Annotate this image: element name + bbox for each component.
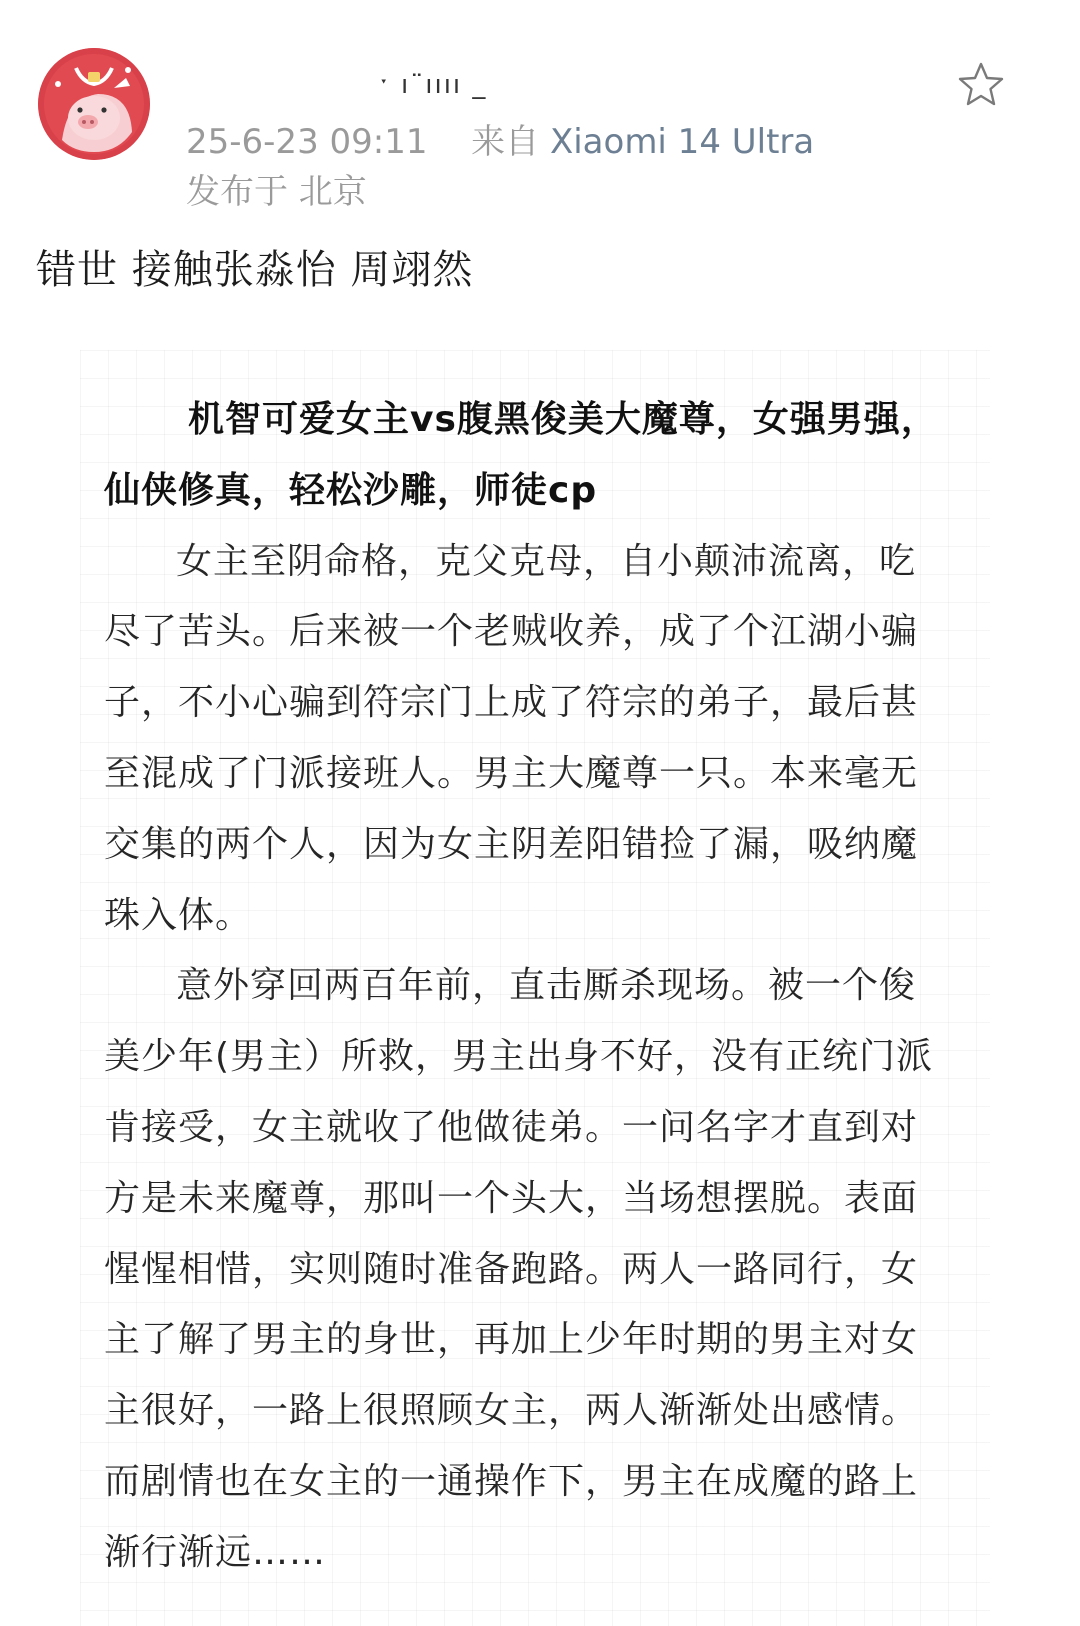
username[interactable]: ˑ ı¨ıııı _ [380,70,488,100]
star-outline-icon [956,60,1006,110]
post-timestamp: 25-6-23 09:11 [186,122,428,162]
favorite-button[interactable] [956,60,1006,110]
pink-pig-avatar-icon [38,48,150,160]
post-meta [186,114,814,163]
post-location: 发布于 北京 [186,172,367,212]
synopsis-paragraph-2: 意外穿回两百年前，直击厮杀现场。被一个俊美少年(男主）所救，男主出身不好，没有正统门派肯接受，女主就收了他做徒弟。一问名字才直到对方是未来魔尊，那叫一个头大，当场想摆脱。表面惺惺相惜，实则随时准备跑路。两人一路同行，女主了解了男主的身世，再加上少年时期的男主对女主很好，一路上很照顾女主，两人渐渐处出感情。而剧情也在女主的一通操作下，男主在成魔的路上渐行渐远…… [104,965,934,1573]
post-headline: 错世 接触张淼怡 周翊然 [36,247,474,293]
synopsis-paragraph-1: 女主至阴命格，克父克母，自小颠沛流离，吃尽了苦头。后来被一个老贼收养，成了个江湖小骗子，不小心骗到符宗门上成了符宗的弟子，最后甚至混成了门派接班人。男主大魔尊一只。本来毫无交集的两个人，因为女主阴差阳错捡了漏，吸纳魔珠入体。 [104,540,919,936]
synopsis-document [104,385,944,1589]
synopsis-lead: 机智可爱女主vs腹黑俊美大魔尊，女强男强，仙侠修真，轻松沙雕，师徒cp [104,399,938,511]
post-device[interactable]: Xiaomi 14 Ultra [549,122,815,162]
post-source-prefix: 来自 [471,122,540,162]
post-header [0,0,1080,230]
user-avatar[interactable] [38,48,150,160]
